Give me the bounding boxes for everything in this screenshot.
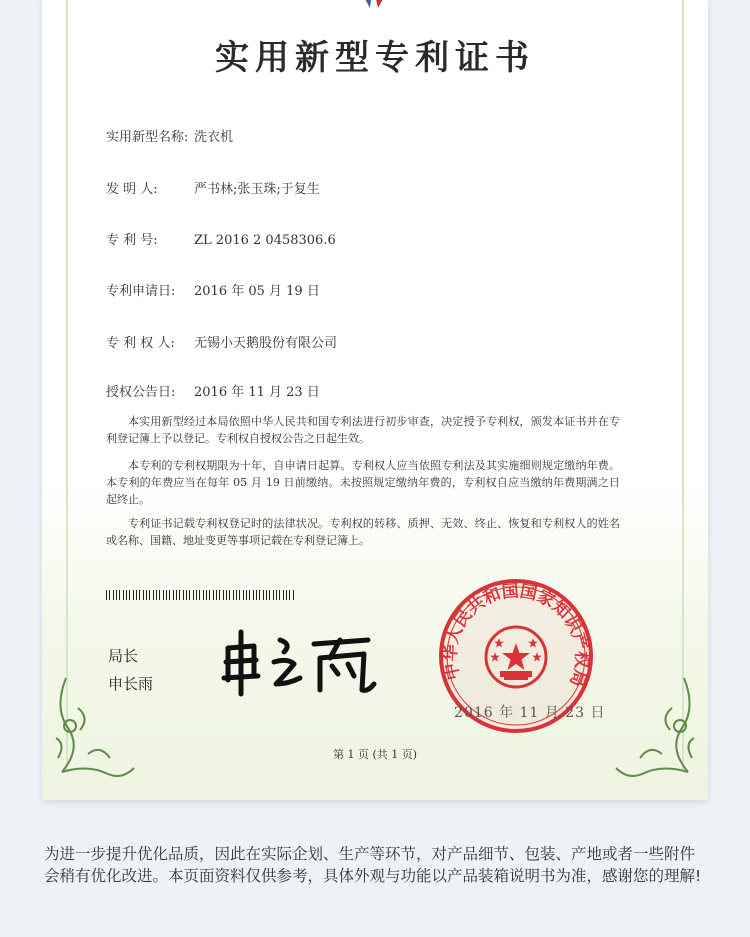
field-value: 无锡小天鹅股份有限公司 bbox=[194, 336, 338, 351]
field-patent-number bbox=[106, 229, 336, 248]
field-value: 2016 年 05 月 19 日 bbox=[194, 284, 320, 299]
barcode bbox=[106, 590, 296, 600]
field-value: 洗衣机 bbox=[194, 130, 234, 145]
field-value: ZL 2016 2 0458306.6 bbox=[194, 233, 336, 248]
right-border-rule bbox=[682, 0, 684, 772]
disclaimer-notice: 为进一步提升优化品质，因此在实际企划、生产等环节，对产品细节、包装、产地或者一些附件会稍有优化改进。本页面资料仅供参考，具体外观与功能以产品装箱说明书为准，感谢您的理解! bbox=[44, 845, 702, 885]
page-number: 第 1 页 (共 1 页) bbox=[332, 748, 418, 761]
field-label: 实用新型名称: bbox=[106, 130, 189, 145]
director-title: 局长 bbox=[108, 647, 139, 665]
field-utility-model-name bbox=[106, 126, 233, 145]
corner-ornament-icon bbox=[612, 668, 702, 788]
director-name: 申长雨 bbox=[108, 675, 154, 693]
certificate-title: 实用新型专利证书 bbox=[215, 38, 535, 78]
corner-ornament-icon bbox=[48, 668, 138, 788]
paragraph-legal-status: 专利证书记载专利权登记时的法律状况。专利权的转移、质押、无效、终止、恢复和专利权人的姓名或名称、国籍、地址变更等事项记载在专利登记簿上。 bbox=[106, 517, 620, 547]
paragraph-grant: 本实用新型经过本局依照中华人民共和国专利法进行初步审查，决定授予专利权，颁发本证书并在专利登记簿上予以登记。专利权自授权公告之日起生效。 bbox=[106, 415, 620, 445]
field-grant-date bbox=[106, 381, 320, 400]
field-patentee bbox=[106, 332, 337, 351]
field-label: 发 明 人: bbox=[106, 182, 158, 197]
field-inventors bbox=[106, 178, 320, 197]
field-application-date bbox=[106, 280, 320, 299]
certificate-sheet bbox=[42, 0, 708, 800]
field-value: 严书林;张玉珠;于复生 bbox=[194, 182, 320, 197]
field-label: 授权公告日: bbox=[106, 385, 176, 400]
field-value: 2016 年 11 月 23 日 bbox=[194, 385, 320, 400]
field-label: 专 利 权 人: bbox=[106, 336, 175, 351]
director-signature bbox=[218, 618, 378, 698]
ribbon-icon bbox=[360, 0, 388, 10]
seal-date: 2016 年 11 月 23 日 bbox=[454, 705, 606, 721]
field-label: 专利申请日: bbox=[106, 284, 176, 299]
field-label: 专 利 号: bbox=[106, 233, 158, 248]
paragraph-term: 本专利的专利权期限为十年，自申请日起算。专利权人应当依照专利法及其实施细则规定缴纳年费。本专利的年费应当在每年 05 月 19 日前缴纳。未按照规定缴纳年费的，专利权自应当缴纳年费期满之日起终止。 bbox=[106, 459, 620, 506]
left-border-rule bbox=[66, 0, 68, 772]
svg-text:中华人民共和国国家知识产权局: 中华人民共和国国家知识产权局 bbox=[440, 581, 592, 690]
